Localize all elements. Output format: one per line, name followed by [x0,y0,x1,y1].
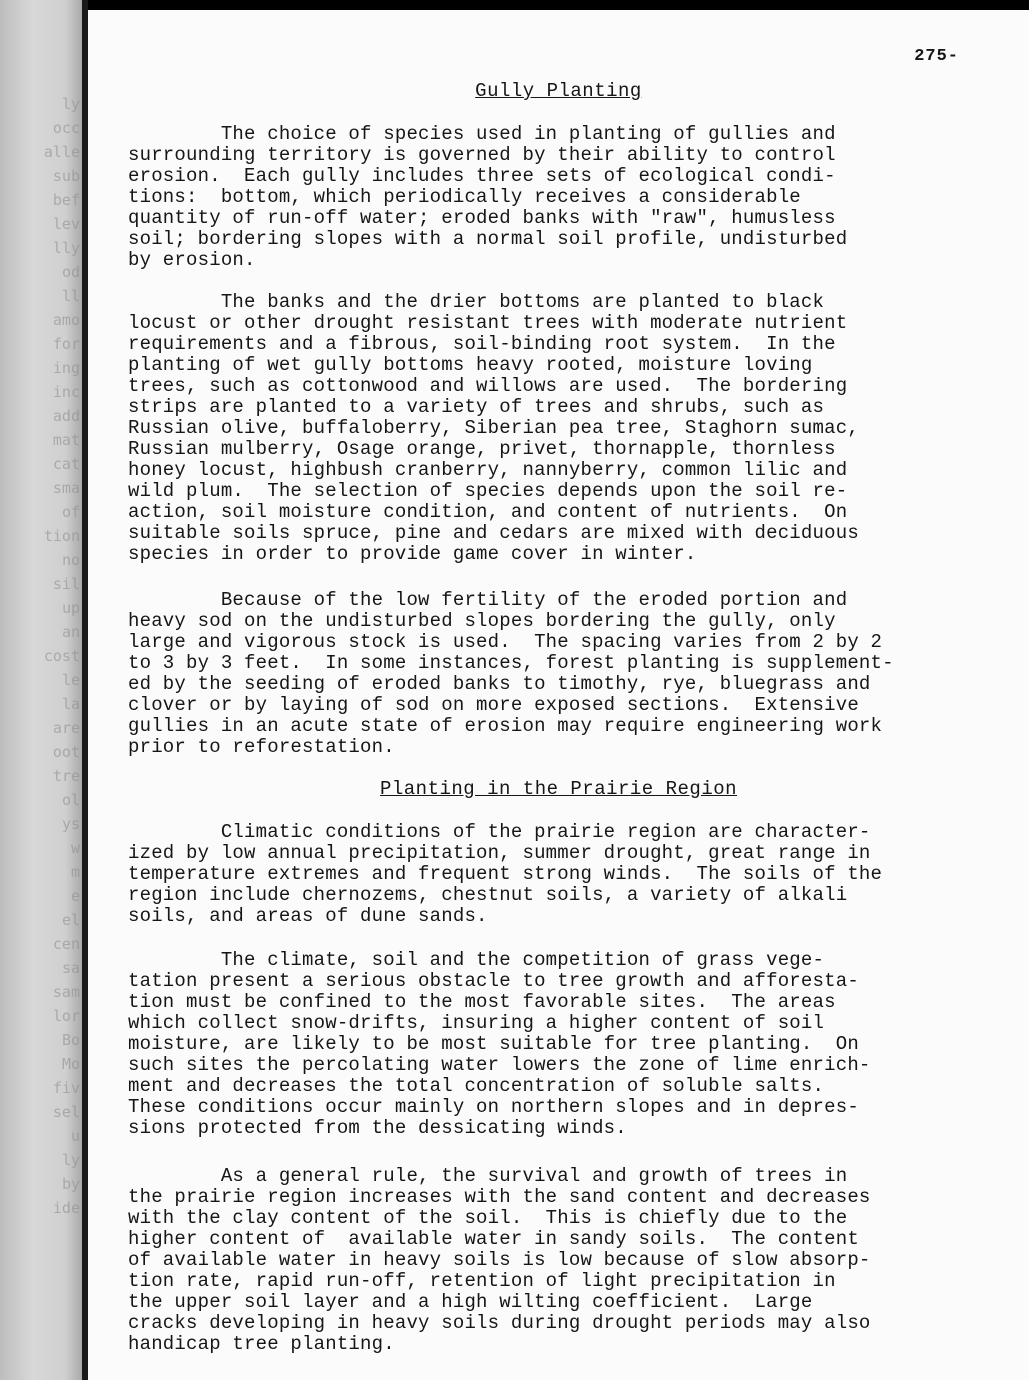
page-number: 275- [914,47,959,66]
facing-page-fragment: sub [52,167,80,185]
text-line: region include chernozems, chestnut soils, a variety of alkali [128,884,848,906]
facing-page-fragment: el [61,911,80,929]
facing-page-fragment: lor [52,1007,80,1025]
text-line: These conditions occur mainly on northern slopes and in depres- [128,1096,859,1118]
facing-page-fragment: sma [52,479,80,497]
facing-page-fragment: amo [52,311,80,329]
facing-page-fragment: ing [52,359,80,377]
facing-page-fragment: m [70,863,80,881]
facing-page-fragment: lev [52,215,80,233]
text-line: to 3 by 3 feet. In some instances, forest planting is supplement- [128,652,894,674]
text-line: gullies in an acute state of erosion may require engineering work [128,715,883,737]
text-line: sions protected from the dessicating winds. [128,1117,627,1139]
facing-page-fragment: tion [43,527,80,545]
text-line: large and vigorous stock is used. The spacing varies from 2 by 2 [128,631,883,653]
paragraph [128,292,988,565]
facing-page-fragment: cost [43,647,80,665]
text-line: the prairie region increases with the sand content and decreases [128,1186,871,1208]
text-line: tions: bottom, which periodically receives a considerable [128,186,801,208]
paragraph [128,124,988,271]
facing-page-fragment: ll [61,287,80,305]
facing-page-fragment: inc [52,383,80,401]
text-line: The banks and the drier bottoms are planted to black [128,291,825,313]
text-line: suitable soils spruce, pine and cedars are mixed with deciduous [128,522,859,544]
paragraph [128,590,988,758]
facing-page-fragment: fiv [52,1079,80,1097]
facing-page-fragment: cat [52,455,80,473]
text-line: Because of the low fertility of the eroded portion and [128,589,848,611]
text-line: ized by low annual precipitation, summer drought, great range in [128,842,871,864]
facing-page-fragment: Mo [61,1055,80,1073]
text-line: cracks developing in heavy soils during drought periods may also [128,1312,871,1334]
text-line: ed by the seeding of eroded banks to timothy, rye, bluegrass and [128,673,871,695]
facing-page-fragment: up [61,599,80,617]
facing-page-fragment: ide [52,1199,80,1217]
text-line: such sites the percolating water lowers the zone of lime enrich- [128,1054,871,1076]
facing-page-fragment: le [61,671,80,689]
text-line: tation present a serious obstacle to tree growth and afforesta- [128,970,859,992]
text-line: wild plum. The selection of species depends upon the soil re- [128,480,848,502]
text-line: of available water in heavy soils is low because of slow absorp- [128,1249,871,1271]
text-line: clover or by laying of sod on more exposed sections. Extensive [128,694,859,716]
facing-page-fragment: la [61,695,80,713]
facing-page-fragment: for [52,335,80,353]
facing-page-fragment: od [61,263,80,281]
facing-page-edge [0,0,82,1380]
facing-page-fragment: Bo [61,1031,80,1049]
text-line: action, soil moisture condition, and content of nutrients. On [128,501,848,523]
text-line: Russian mulberry, Osage orange, privet, thornapple, thornless [128,438,836,460]
text-line: Russian olive, buffaloberry, Siberian pea tree, Staghorn sumac, [128,417,859,439]
facing-page-fragment: tre [52,767,80,785]
text-line: higher content of available water in sandy soils. The content [128,1228,859,1250]
facing-page-fragment: ly [61,95,80,113]
facing-page-fragment: of [61,503,80,521]
text-line: tion must be confined to the most favorable sites. The areas [128,991,836,1013]
facing-page-fragment: sel [52,1103,80,1121]
text-line: temperature extremes and frequent strong winds. The soils of the [128,863,883,885]
facing-page-fragment: occ [52,119,80,137]
facing-page-fragment: sa [61,959,80,977]
text-line: the upper soil layer and a high wilting coefficient. Large [128,1291,813,1313]
text-line: species in order to provide game cover in winter. [128,543,697,565]
facing-page-fragment: oot [52,743,80,761]
text-line: soils, and areas of dune sands. [128,905,488,927]
facing-page-fragment: sil [52,575,80,593]
text-line: locust or other drought resistant trees with moderate nutrient [128,312,848,334]
text-line: with the clay content of the soil. This is chiefly due to the [128,1207,848,1229]
facing-page-fragment: add [52,407,80,425]
section-heading-gully-planting: Gully Planting [475,80,642,102]
facing-page-fragment: bef [52,191,80,209]
facing-page-fragment: no [61,551,80,569]
paragraph [128,1166,988,1355]
facing-page-fragment: an [61,623,80,641]
facing-page-fragment: lly [52,239,80,257]
facing-page-fragment: sam [52,983,80,1001]
paragraph [128,822,988,927]
text-line: The choice of species used in planting of gullies and [128,123,836,145]
text-line: Climatic conditions of the prairie region are character- [128,821,871,843]
text-line: heavy sod on the undisturbed slopes bordering the gully, only [128,610,836,632]
facing-page-fragment: u [70,1127,80,1145]
facing-page-fragment: e [70,887,80,905]
text-line: quantity of run-off water; eroded banks with "raw", humusless [128,207,836,229]
text-line: ment and decreases the total concentration of soluble salts. [128,1075,825,1097]
text-line: erosion. Each gully includes three sets of ecological condi- [128,165,836,187]
text-line: handicap tree planting. [128,1333,395,1355]
facing-page-fragment: ys [61,815,80,833]
text-line: moisture, are likely to be most suitable for tree planting. On [128,1033,859,1055]
text-line: surrounding territory is governed by their ability to control [128,144,836,166]
text-line: tion rate, rapid run-off, retention of light precipitation in [128,1270,836,1292]
facing-page-fragment: w [70,839,80,857]
facing-page-fragment: ol [61,791,80,809]
text-line: strips are planted to a variety of trees and shrubs, such as [128,396,825,418]
text-line: by erosion. [128,249,256,271]
text-line: trees, such as cottonwood and willows are used. The bordering [128,375,848,397]
facing-page-fragment: ly [61,1151,80,1169]
text-line: As a general rule, the survival and growth of trees in [128,1165,848,1187]
paragraph [128,950,988,1139]
facing-page-fragment: are [52,719,80,737]
facing-page-fragment: alle [43,143,80,161]
text-line: requirements and a fibrous, soil-binding root system. In the [128,333,836,355]
document-page [88,10,1029,1380]
text-line: soil; bordering slopes with a normal soil profile, undisturbed [128,228,848,250]
text-line: prior to reforestation. [128,736,395,758]
text-line: planting of wet gully bottoms heavy rooted, moisture loving [128,354,813,376]
text-line: which collect snow-drifts, insuring a higher content of soil [128,1012,825,1034]
facing-page-fragment: cen [52,935,80,953]
facing-page-fragment: mat [52,431,80,449]
section-heading-prairie-region: Planting in the Prairie Region [379,778,738,800]
facing-page-fragment: by [61,1175,80,1193]
text-line: The climate, soil and the competition of grass vege- [128,949,825,971]
text-line: honey locust, highbush cranberry, nannyberry, common lilic and [128,459,848,481]
